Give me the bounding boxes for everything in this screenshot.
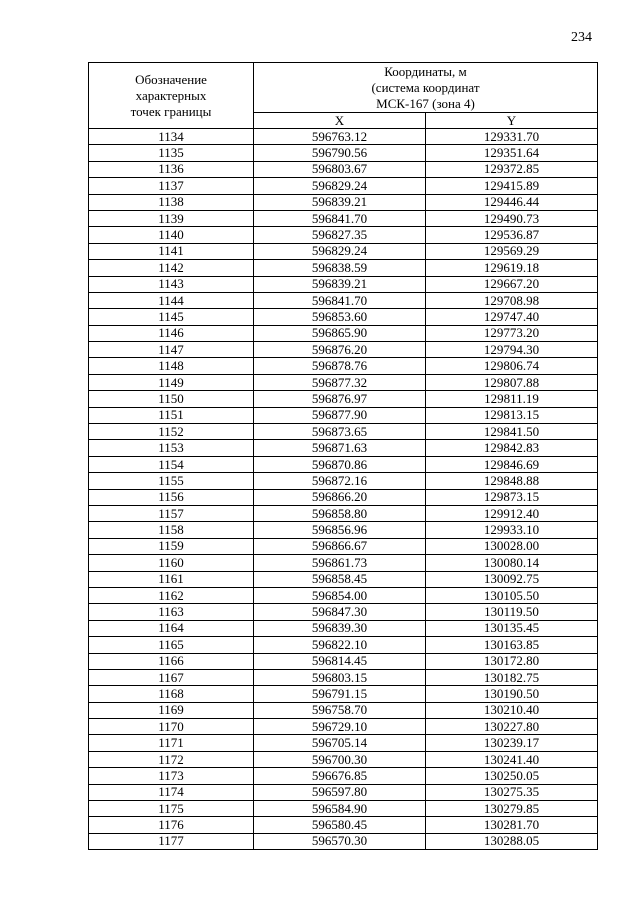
x-coordinate-cell: 596866.67 bbox=[254, 538, 426, 554]
x-coordinate-cell: 596870.86 bbox=[254, 456, 426, 472]
table-row bbox=[89, 292, 598, 308]
x-coordinate-cell: 596790.56 bbox=[254, 145, 426, 161]
table-row bbox=[89, 801, 598, 817]
table-row bbox=[89, 817, 598, 833]
point-id-cell: 1170 bbox=[89, 719, 254, 735]
x-coordinate-cell: 596705.14 bbox=[254, 735, 426, 751]
y-coordinate-cell: 129536.87 bbox=[426, 227, 598, 243]
y-coordinate-cell: 129708.98 bbox=[426, 292, 598, 308]
y-coordinate-cell: 130182.75 bbox=[426, 669, 598, 685]
y-coordinate-cell: 130119.50 bbox=[426, 604, 598, 620]
y-coordinate-cell: 130028.00 bbox=[426, 538, 598, 554]
table-row bbox=[89, 178, 598, 194]
x-coordinate-cell: 596865.90 bbox=[254, 325, 426, 341]
table-row bbox=[89, 719, 598, 735]
point-id-cell: 1160 bbox=[89, 555, 254, 571]
y-coordinate-cell: 129351.64 bbox=[426, 145, 598, 161]
y-coordinate-cell: 130239.17 bbox=[426, 735, 598, 751]
point-id-cell: 1158 bbox=[89, 522, 254, 538]
y-coordinate-cell: 129933.10 bbox=[426, 522, 598, 538]
point-id-cell: 1162 bbox=[89, 587, 254, 603]
x-coordinate-cell: 596866.20 bbox=[254, 489, 426, 505]
table-row bbox=[89, 669, 598, 685]
y-coordinate-cell: 129842.83 bbox=[426, 440, 598, 456]
x-coordinate-cell: 596839.21 bbox=[254, 194, 426, 210]
table-row bbox=[89, 407, 598, 423]
y-coordinate-cell: 129667.20 bbox=[426, 276, 598, 292]
point-id-cell: 1143 bbox=[89, 276, 254, 292]
point-id-cell: 1155 bbox=[89, 473, 254, 489]
x-coordinate-cell: 596858.80 bbox=[254, 505, 426, 521]
x-coordinate-cell: 596803.15 bbox=[254, 669, 426, 685]
y-coordinate-cell: 130135.45 bbox=[426, 620, 598, 636]
y-coordinate-cell: 130092.75 bbox=[426, 571, 598, 587]
y-coordinate-cell: 129873.15 bbox=[426, 489, 598, 505]
point-id-cell: 1146 bbox=[89, 325, 254, 341]
table-row bbox=[89, 571, 598, 587]
point-id-cell: 1164 bbox=[89, 620, 254, 636]
point-id-cell: 1171 bbox=[89, 735, 254, 751]
y-coordinate-cell: 129372.85 bbox=[426, 161, 598, 177]
table-row bbox=[89, 309, 598, 325]
table-row bbox=[89, 227, 598, 243]
x-coordinate-cell: 596841.70 bbox=[254, 292, 426, 308]
table-row bbox=[89, 260, 598, 276]
table-row bbox=[89, 358, 598, 374]
point-id-cell: 1151 bbox=[89, 407, 254, 423]
table-row bbox=[89, 440, 598, 456]
y-coordinate-cell: 130241.40 bbox=[426, 751, 598, 767]
point-id-cell: 1135 bbox=[89, 145, 254, 161]
table-row bbox=[89, 620, 598, 636]
x-coordinate-cell: 596570.30 bbox=[254, 833, 426, 849]
table-row bbox=[89, 833, 598, 849]
x-coordinate-cell: 596838.59 bbox=[254, 260, 426, 276]
table-row bbox=[89, 505, 598, 521]
x-coordinate-cell: 596676.85 bbox=[254, 768, 426, 784]
table-row bbox=[89, 784, 598, 800]
table-row bbox=[89, 374, 598, 390]
table-row bbox=[89, 161, 598, 177]
x-coordinate-cell: 596580.45 bbox=[254, 817, 426, 833]
point-id-cell: 1137 bbox=[89, 178, 254, 194]
point-id-cell: 1139 bbox=[89, 210, 254, 226]
x-coordinate-cell: 596597.80 bbox=[254, 784, 426, 800]
x-coordinate-cell: 596700.30 bbox=[254, 751, 426, 767]
y-coordinate-cell: 129747.40 bbox=[426, 309, 598, 325]
y-coordinate-cell: 130250.05 bbox=[426, 768, 598, 784]
x-coordinate-cell: 596839.21 bbox=[254, 276, 426, 292]
header-coords-line-2: (система координат bbox=[371, 79, 480, 95]
y-coordinate-cell: 130275.35 bbox=[426, 784, 598, 800]
point-id-cell: 1157 bbox=[89, 505, 254, 521]
header-point-line-2: характерных bbox=[135, 87, 207, 103]
x-coordinate-cell: 596763.12 bbox=[254, 129, 426, 145]
table-row bbox=[89, 751, 598, 767]
point-id-cell: 1147 bbox=[89, 342, 254, 358]
table-row bbox=[89, 473, 598, 489]
point-id-cell: 1145 bbox=[89, 309, 254, 325]
point-id-cell: 1161 bbox=[89, 571, 254, 587]
x-coordinate-cell: 596871.63 bbox=[254, 440, 426, 456]
coordinates-table bbox=[88, 62, 598, 850]
table-row bbox=[89, 489, 598, 505]
table-row bbox=[89, 702, 598, 718]
point-id-cell: 1163 bbox=[89, 604, 254, 620]
x-coordinate-cell: 596876.97 bbox=[254, 391, 426, 407]
x-coordinate-cell: 596873.65 bbox=[254, 424, 426, 440]
point-id-cell: 1169 bbox=[89, 702, 254, 718]
y-coordinate-cell: 129841.50 bbox=[426, 424, 598, 440]
header-coords-line-1: Координаты, м bbox=[384, 63, 467, 79]
point-id-cell: 1172 bbox=[89, 751, 254, 767]
y-coordinate-cell: 129569.29 bbox=[426, 243, 598, 259]
y-coordinate-cell: 129794.30 bbox=[426, 342, 598, 358]
header-coords-line-3: МСК-167 (зона 4) bbox=[376, 95, 475, 111]
point-id-cell: 1141 bbox=[89, 243, 254, 259]
x-coordinate-cell: 596877.90 bbox=[254, 407, 426, 423]
x-coordinate-cell: 596856.96 bbox=[254, 522, 426, 538]
table-row bbox=[89, 538, 598, 554]
header-x: X bbox=[254, 113, 426, 129]
table-row bbox=[89, 243, 598, 259]
x-coordinate-cell: 596829.24 bbox=[254, 178, 426, 194]
y-coordinate-cell: 129490.73 bbox=[426, 210, 598, 226]
point-id-cell: 1177 bbox=[89, 833, 254, 849]
table-row bbox=[89, 686, 598, 702]
point-id-cell: 1134 bbox=[89, 129, 254, 145]
x-coordinate-cell: 596829.24 bbox=[254, 243, 426, 259]
y-coordinate-cell: 130281.70 bbox=[426, 817, 598, 833]
point-id-cell: 1168 bbox=[89, 686, 254, 702]
x-coordinate-cell: 596847.30 bbox=[254, 604, 426, 620]
x-coordinate-cell: 596584.90 bbox=[254, 801, 426, 817]
point-id-cell: 1175 bbox=[89, 801, 254, 817]
point-id-cell: 1152 bbox=[89, 424, 254, 440]
point-id-cell: 1142 bbox=[89, 260, 254, 276]
header-point-designation bbox=[89, 63, 254, 129]
y-coordinate-cell: 130172.80 bbox=[426, 653, 598, 669]
point-id-cell: 1156 bbox=[89, 489, 254, 505]
y-coordinate-cell: 129773.20 bbox=[426, 325, 598, 341]
x-coordinate-cell: 596853.60 bbox=[254, 309, 426, 325]
point-id-cell: 1167 bbox=[89, 669, 254, 685]
x-coordinate-cell: 596758.70 bbox=[254, 702, 426, 718]
page-number: 234 bbox=[571, 30, 592, 45]
x-coordinate-cell: 596877.32 bbox=[254, 374, 426, 390]
x-coordinate-cell: 596854.00 bbox=[254, 587, 426, 603]
y-coordinate-cell: 129811.19 bbox=[426, 391, 598, 407]
table-row bbox=[89, 587, 598, 603]
x-coordinate-cell: 596791.15 bbox=[254, 686, 426, 702]
x-coordinate-cell: 596803.67 bbox=[254, 161, 426, 177]
x-coordinate-cell: 596841.70 bbox=[254, 210, 426, 226]
y-coordinate-cell: 129415.89 bbox=[426, 178, 598, 194]
header-point-line-1: Обозначение bbox=[135, 71, 207, 87]
y-coordinate-cell: 130080.14 bbox=[426, 555, 598, 571]
point-id-cell: 1174 bbox=[89, 784, 254, 800]
x-coordinate-cell: 596872.16 bbox=[254, 473, 426, 489]
y-coordinate-cell: 130210.40 bbox=[426, 702, 598, 718]
x-coordinate-cell: 596822.10 bbox=[254, 637, 426, 653]
x-coordinate-cell: 596729.10 bbox=[254, 719, 426, 735]
x-coordinate-cell: 596827.35 bbox=[254, 227, 426, 243]
point-id-cell: 1154 bbox=[89, 456, 254, 472]
point-id-cell: 1166 bbox=[89, 653, 254, 669]
x-coordinate-cell: 596878.76 bbox=[254, 358, 426, 374]
table-row bbox=[89, 637, 598, 653]
header-y: Y bbox=[426, 113, 598, 129]
y-coordinate-cell: 130288.05 bbox=[426, 833, 598, 849]
table-row bbox=[89, 604, 598, 620]
point-id-cell: 1136 bbox=[89, 161, 254, 177]
x-coordinate-cell: 596858.45 bbox=[254, 571, 426, 587]
point-id-cell: 1138 bbox=[89, 194, 254, 210]
y-coordinate-cell: 129446.44 bbox=[426, 194, 598, 210]
y-coordinate-cell: 129331.70 bbox=[426, 129, 598, 145]
table-row bbox=[89, 735, 598, 751]
point-id-cell: 1173 bbox=[89, 768, 254, 784]
header-point-line-3: точек границы bbox=[130, 103, 212, 119]
point-id-cell: 1159 bbox=[89, 538, 254, 554]
table-row bbox=[89, 653, 598, 669]
y-coordinate-cell: 130163.85 bbox=[426, 637, 598, 653]
y-coordinate-cell: 129806.74 bbox=[426, 358, 598, 374]
header-coordinates bbox=[254, 63, 598, 113]
table-row bbox=[89, 129, 598, 145]
table-row bbox=[89, 768, 598, 784]
point-id-cell: 1153 bbox=[89, 440, 254, 456]
x-coordinate-cell: 596876.20 bbox=[254, 342, 426, 358]
point-id-cell: 1176 bbox=[89, 817, 254, 833]
table-row bbox=[89, 210, 598, 226]
table-row bbox=[89, 522, 598, 538]
table-row bbox=[89, 325, 598, 341]
table-row bbox=[89, 555, 598, 571]
point-id-cell: 1144 bbox=[89, 292, 254, 308]
y-coordinate-cell: 129912.40 bbox=[426, 505, 598, 521]
table-row bbox=[89, 194, 598, 210]
point-id-cell: 1165 bbox=[89, 637, 254, 653]
point-id-cell: 1140 bbox=[89, 227, 254, 243]
y-coordinate-cell: 130105.50 bbox=[426, 587, 598, 603]
table-row bbox=[89, 424, 598, 440]
table-body bbox=[89, 129, 598, 850]
table-row bbox=[89, 342, 598, 358]
table-row bbox=[89, 276, 598, 292]
x-coordinate-cell: 596839.30 bbox=[254, 620, 426, 636]
point-id-cell: 1149 bbox=[89, 374, 254, 390]
x-coordinate-cell: 596861.73 bbox=[254, 555, 426, 571]
y-coordinate-cell: 130279.85 bbox=[426, 801, 598, 817]
y-coordinate-cell: 130227.80 bbox=[426, 719, 598, 735]
table-row bbox=[89, 456, 598, 472]
x-coordinate-cell: 596814.45 bbox=[254, 653, 426, 669]
table-row bbox=[89, 391, 598, 407]
point-id-cell: 1148 bbox=[89, 358, 254, 374]
point-id-cell: 1150 bbox=[89, 391, 254, 407]
y-coordinate-cell: 129848.88 bbox=[426, 473, 598, 489]
y-coordinate-cell: 129619.18 bbox=[426, 260, 598, 276]
y-coordinate-cell: 130190.50 bbox=[426, 686, 598, 702]
y-coordinate-cell: 129846.69 bbox=[426, 456, 598, 472]
y-coordinate-cell: 129813.15 bbox=[426, 407, 598, 423]
y-coordinate-cell: 129807.88 bbox=[426, 374, 598, 390]
table-row bbox=[89, 145, 598, 161]
